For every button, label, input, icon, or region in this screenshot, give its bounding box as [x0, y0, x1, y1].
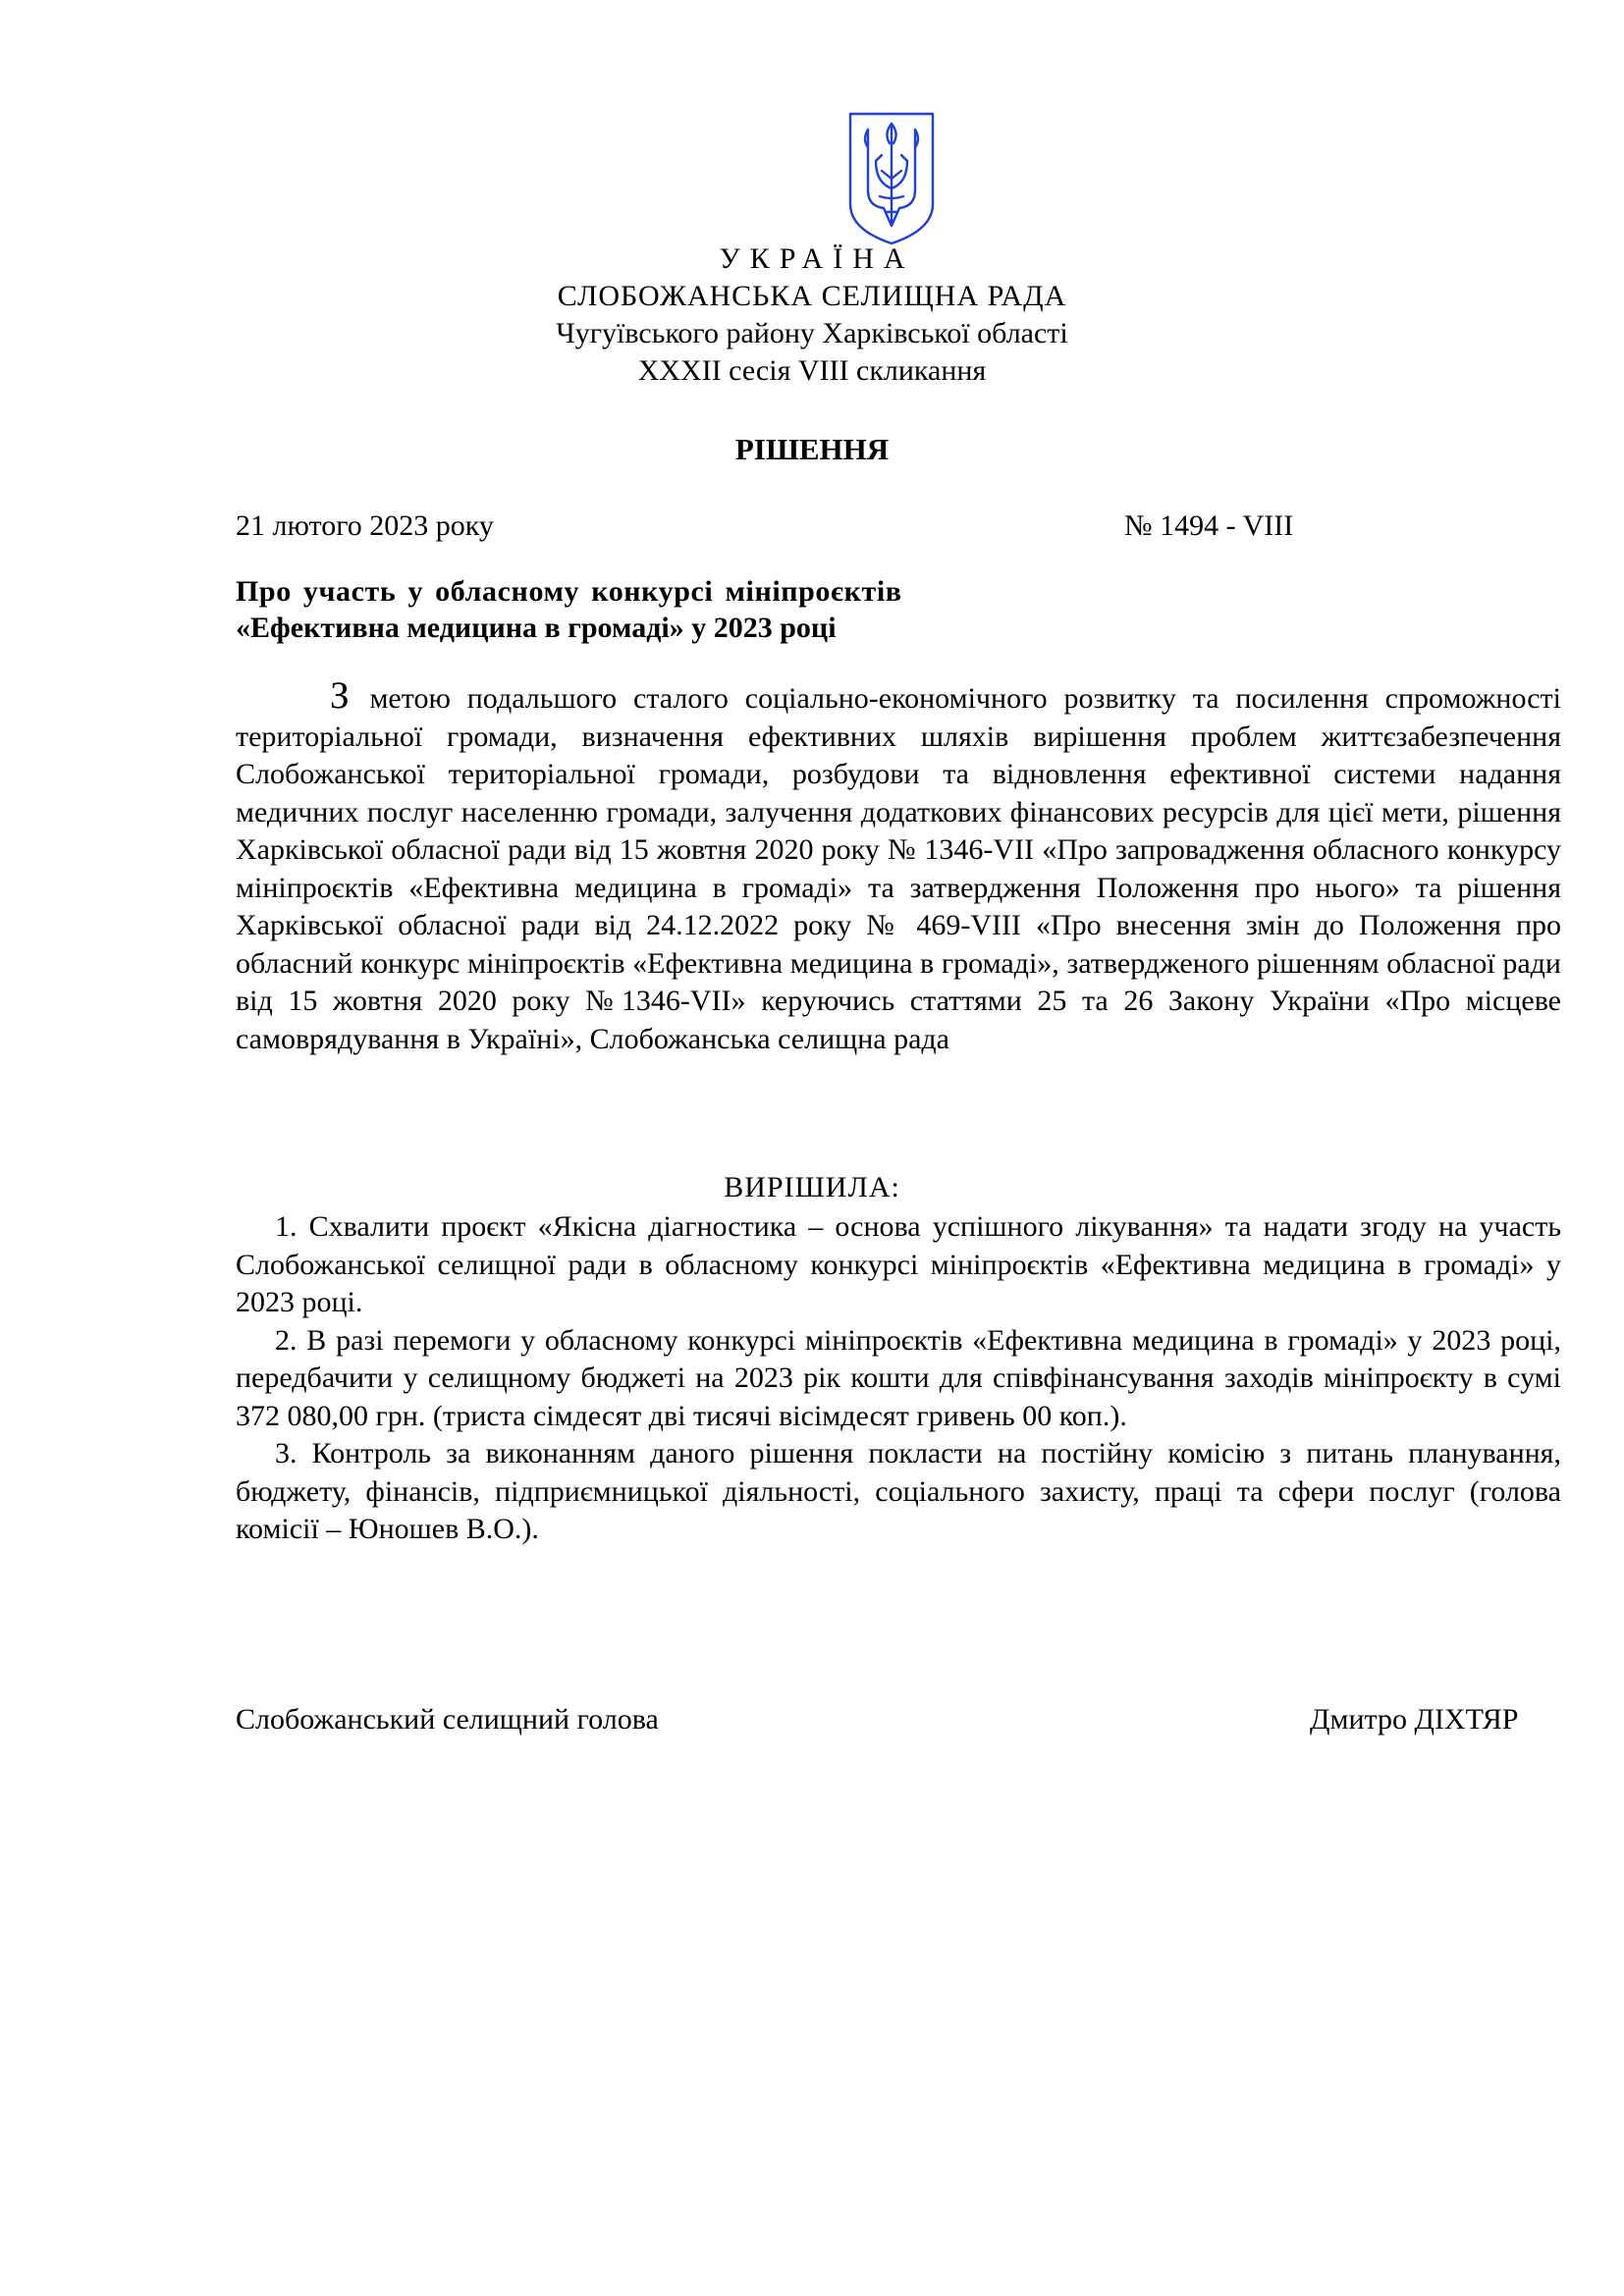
decision-item-3: 3. Контроль за виконанням даного рішення покласти на постійну комісію з питань планування, бюджету, фінансів, підприємницької діяльності, соціального захисту, праці та сфери послуг (голова комісії – Юношев В.О.). — [236, 1437, 1561, 1545]
preamble-paragraph — [236, 674, 1561, 1058]
decision-item-1: 1. Схвалити проєкт «Якісна діагностика – основа успішного лікування» та надати згоду на участь Слобожанської селищної ради в обласному конкурсі мініпроєктів «Ефективна медицина в громаді» у 2023 році. — [236, 1210, 1561, 1318]
signatory-position: Слобожанський селищний голова — [236, 1703, 659, 1735]
country-name: УКРАЇНА — [719, 242, 915, 275]
district-name: Чугуївського району Харківської області — [556, 317, 1068, 349]
decision-title: РІШЕННЯ — [734, 432, 890, 466]
decision-item-2: 2. В разі перемоги у обласному конкурсі мініпроєктів «Ефективна медицина в громаді» у 2023 році, передбачити у селищному бюджеті на 2023 рік кошти для співфінансування заходів мініпроєкту в сумі 372 080,00 грн. (триста сімдесят дві тисячі вісімдесят гривень 00 коп.). — [236, 1323, 1561, 1432]
ukraine-coat-of-arms-icon — [846, 110, 937, 247]
signatory-name: Дмитро ДІХТЯР — [1310, 1703, 1519, 1735]
decision-items — [236, 1208, 1561, 1549]
subject-line-2: «Ефективна медицина в громаді» у 2023 році — [236, 612, 837, 644]
council-name: СЛОБОЖАНСЬКА СЕЛИЩНА РАДА — [557, 280, 1067, 312]
resolved-heading: ВИРІШИЛА: — [724, 1171, 900, 1203]
decision-date: 21 лютого 2023 року — [236, 509, 494, 542]
preamble-initial: З — [330, 674, 350, 717]
decision-subject — [236, 573, 982, 646]
decision-number: № 1494 - VIII — [1124, 509, 1294, 542]
preamble-text: метою подальшого сталого соціально-економічного розвитку та посилення спроможності територіальної громади, визначення ефективних шляхів вирішення проблем життєзабезпечення Слобожанської територіальної громади, розбудови та відновлення ефективної системи надання медичних послуг населенню громади, залучення додаткових фінансових ресурсів для цієї мети, рішення Харківської обласної ради від 15 жовтня 2020 року № 1346-VII «Про запровадження обласного конкурсу мініпроєктів «Ефективна медицина в громаді» та затвердження Положення про нього» та рішення Харківської обласної ради від 24.12.2022 року № 469-VIII «Про внесення змін до Положення про обласний конкурс мініпроєктів «Ефективна медицина в громаді», затвердженого рішенням обласної ради від 15 жовтня 2020 року №1346-VII» керуючись статтями 25 та 26 Закону України «Про місцеве самоврядування в Україні», Слобожанська селищна рада — [236, 682, 1561, 1055]
session-info: XXXII сесія VIII скликання — [637, 354, 987, 387]
subject-line-1: Про участь у обласному конкурсі мініпроєктів — [236, 575, 902, 608]
